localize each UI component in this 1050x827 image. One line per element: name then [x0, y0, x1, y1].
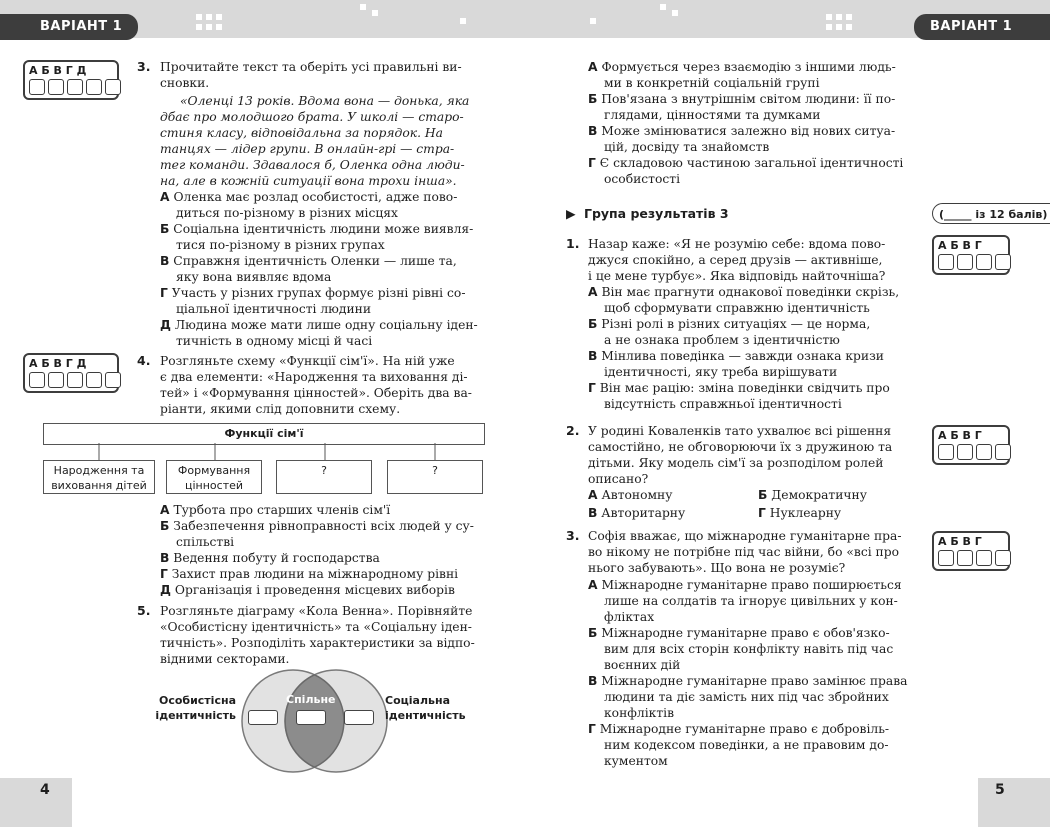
option-v[interactable] [160, 253, 478, 269]
pixel-decoration [196, 24, 202, 30]
pixel-decoration [206, 24, 212, 30]
option-letter: Б [588, 317, 598, 331]
schema-box-line: виховання дітей [51, 479, 147, 492]
answer-cell[interactable] [29, 79, 45, 95]
option-letter: Б [160, 519, 170, 533]
pixel-decoration [836, 14, 842, 20]
option-v[interactable] [588, 123, 903, 139]
answer-cell[interactable] [86, 372, 102, 388]
option-text: Нуклеарну [769, 506, 842, 520]
option-text: Участь у різних групах формує різні рівні со- [171, 286, 466, 300]
prompt-line: описано? [588, 472, 649, 486]
prompt-line: сновки. [160, 76, 210, 90]
option-text: воєнних дій [604, 658, 681, 672]
option-text: щоб сформувати справжню ідентичність [604, 301, 870, 315]
venn-right-label [385, 693, 475, 723]
answer-grid-letters: А Б В Г [938, 429, 982, 442]
venn-label-line: Особистісна [158, 694, 236, 707]
option-letter: Г [588, 156, 596, 170]
option-letter: Д [160, 318, 171, 332]
pixel-decoration [846, 14, 852, 20]
answer-cell[interactable] [48, 79, 64, 95]
option-letter: Б [758, 488, 768, 502]
answer-cell[interactable] [995, 444, 1011, 460]
prompt-line: джуся спокійно, а серед друзів — активніше, [588, 253, 883, 267]
option-text: спільстві [176, 535, 235, 549]
option-letter: Б [160, 222, 170, 236]
option-v[interactable] [588, 505, 685, 521]
option-text: ми в конкретній соціальній групі [604, 76, 820, 90]
schema-title-box: Функції сім'ї [43, 423, 485, 445]
option-list-q3-right [588, 577, 908, 769]
option-letter: А [160, 190, 170, 204]
option-text: Людина може мати лише одну соціальну іден- [174, 318, 478, 332]
question-number: 2. [566, 423, 580, 438]
answer-grid-letters: А Б В Г [938, 535, 982, 548]
option-text: а не ознака проблем з ідентичністю [604, 333, 840, 347]
answer-cell[interactable] [995, 550, 1011, 566]
option-text: Автономну [601, 488, 673, 502]
pixel-decoration [372, 10, 378, 16]
option-b[interactable] [588, 625, 908, 641]
question-number: 3. [566, 528, 580, 543]
option-text: Пов'язана з внутрішнім світом людини: її по- [601, 92, 896, 106]
pixel-decoration [196, 14, 202, 20]
option-letter: В [160, 254, 170, 268]
option-letter: А [588, 488, 598, 502]
prompt-line: і це мене турбує». Яка відповідь найточніша? [588, 269, 886, 283]
option-text: Міжнародне гуманітарне право є добровіль- [599, 722, 890, 736]
option-text: вим для всіх сторін конфлікту навіть під час [604, 642, 894, 656]
prompt-line: дітьми. Яку модель сім'ї за розподілом ролей [588, 456, 884, 470]
option-letter: Г [588, 722, 596, 736]
option-a[interactable] [160, 189, 478, 205]
option-text: Організація і проведення місцевих виборів [174, 583, 455, 597]
answer-grid-letters: А Б В Г [938, 239, 982, 252]
pixel-decoration [826, 24, 832, 30]
option-text: Різні ролі в різних ситуаціях — це норма, [601, 317, 871, 331]
option-a[interactable] [588, 284, 899, 300]
option-list-q4 [160, 502, 474, 598]
schema-connectors [43, 443, 485, 461]
answer-cell[interactable] [48, 372, 64, 388]
option-letter: В [588, 349, 598, 363]
option-text: Авторитарну [601, 506, 686, 520]
prompt-line: Прочитайте текст та оберіть усі правильні ви- [160, 60, 462, 74]
option-text: лише на солдатів та ігнорує цивільних у кон- [604, 594, 898, 608]
option-text: Турбота про старших членів сім'ї [173, 503, 391, 517]
answer-cell[interactable] [957, 444, 973, 460]
pixel-decoration [846, 24, 852, 30]
option-list-q1 [588, 284, 899, 412]
prompt-line: є два елементи: «Народження та виховання ді- [160, 370, 468, 384]
question-number: 3. [137, 59, 151, 74]
answer-cell[interactable] [957, 550, 973, 566]
option-text: Ведення побуту й господарства [173, 551, 380, 565]
option-b[interactable] [588, 316, 899, 332]
schema-box-placeholder: ? [432, 464, 438, 477]
option-letter: А [588, 60, 598, 74]
score-field[interactable]: (_____ із 12 балів) [932, 203, 1050, 224]
quote-line: стиня класу, відповідальна за порядок. На [160, 126, 443, 140]
quote-line: на, але в кожній ситуації вона трохи інша». [160, 174, 457, 188]
question-number: 1. [566, 236, 580, 251]
quote-line: «Оленці 13 років. Вдома вона — донька, яка [180, 94, 470, 108]
answer-cell[interactable] [938, 254, 954, 270]
option-letter: Г [588, 381, 596, 395]
option-text: Міжнародне гуманітарне право поширюється [601, 578, 902, 592]
option-letter: В [588, 506, 598, 520]
option-v[interactable] [588, 348, 899, 364]
quote-text [160, 93, 470, 189]
schema-box-values [166, 460, 262, 494]
group-title: Група результатів 3 [583, 206, 729, 221]
option-text: Міжнародне гуманітарне право замінює права [601, 674, 908, 688]
option-text: відсутність справжньої ідентичності [604, 397, 842, 411]
option-text: Є складовою частиною загальної ідентичності [599, 156, 904, 170]
prompt-line: «Особистісну ідентичність» та «Соціальну іден- [160, 620, 472, 634]
option-text: фліктах [604, 610, 655, 624]
pixel-decoration [216, 14, 222, 20]
option-letter: А [588, 578, 598, 592]
footer-strip-left [0, 778, 72, 827]
option-d[interactable] [160, 317, 478, 333]
option-v[interactable] [160, 550, 474, 566]
question-prompt [588, 528, 902, 576]
schema-box-blank-2[interactable] [387, 460, 483, 494]
footer-strip-right [978, 778, 1050, 827]
option-text: цій, досвіду та знайомств [604, 140, 770, 154]
option-letter: Б [588, 92, 598, 106]
pixel-decoration [206, 14, 212, 20]
answer-cell[interactable] [976, 444, 992, 460]
venn-slot-center[interactable] [296, 710, 326, 725]
option-letter: А [160, 503, 170, 517]
pixel-decoration [216, 24, 222, 30]
answer-cell[interactable] [995, 254, 1011, 270]
option-text: тися по-різному в різних групах [176, 238, 385, 252]
option-v[interactable] [588, 673, 908, 689]
quote-line: танцях — лідер групи. В онлайн-грі — стра- [160, 142, 455, 156]
option-g[interactable] [588, 380, 899, 396]
answer-cell[interactable] [938, 444, 954, 460]
variant-label-left: ВАРІАНТ 1 [0, 14, 138, 40]
schema-box-line: Формування [177, 464, 251, 477]
schema-box-placeholder: ? [321, 464, 327, 477]
option-letter: А [588, 285, 598, 299]
venn-label-line: Соціальна [385, 694, 451, 707]
option-text: Він має прагнути однакової поведінки скрізь, [601, 285, 900, 299]
answer-grid-q3-right[interactable] [932, 531, 1010, 571]
prompt-line: Розгляньте схему «Функції сім'ї». На ній уже [160, 354, 455, 368]
venn-label-line: ідентичність [385, 709, 466, 722]
option-d[interactable] [160, 582, 474, 598]
answer-cell[interactable] [67, 372, 83, 388]
schema-box-upbringing [43, 460, 155, 494]
option-letter: Д [160, 583, 171, 597]
pixel-decoration [660, 4, 666, 10]
question-prompt [588, 423, 892, 487]
option-text: Демократичну [771, 488, 867, 502]
prompt-line: тей» і «Формування цінностей». Оберіть два ва- [160, 386, 472, 400]
option-text: кументом [604, 754, 668, 768]
schema-box-line: цінностей [184, 479, 244, 492]
option-text: Він має рацію: зміна поведінки свідчить про [599, 381, 890, 395]
option-text: тичність в одному місці й часі [176, 334, 373, 348]
option-text: Захист прав людини на міжнародному рівні [171, 567, 459, 581]
option-g[interactable] [588, 155, 903, 171]
option-text: глядами, цінностями та думками [604, 108, 821, 122]
answer-grid-q1-right[interactable] [932, 235, 1010, 275]
question-prompt [160, 353, 472, 417]
prompt-line: ріанти, якими слід доповнити схему. [160, 402, 401, 416]
page-number-right: 5 [995, 782, 1005, 798]
venn-slot-right[interactable] [344, 710, 374, 725]
triangle-bullet-icon: ▶ [566, 206, 576, 221]
answer-cell[interactable] [29, 372, 45, 388]
option-text: Оленка має розлад особистості, адже пово- [173, 190, 458, 204]
option-text: диться по-різному в різних місцях [176, 206, 398, 220]
prompt-line: У родині Коваленків тато ухвалює всі рішення [588, 424, 892, 438]
option-b[interactable] [758, 487, 867, 503]
option-letter: Г [758, 506, 766, 520]
answer-cell[interactable] [976, 550, 992, 566]
option-b[interactable] [588, 91, 903, 107]
pixel-decoration [836, 24, 842, 30]
option-g[interactable] [758, 505, 841, 521]
option-letter: Г [160, 567, 168, 581]
pixel-decoration [590, 18, 596, 24]
option-text: Мінлива поведінка — завжди ознака кризи [601, 349, 884, 363]
venn-slot-left[interactable] [248, 710, 278, 725]
option-text: Справжня ідентичність Оленки — лише та, [173, 254, 457, 268]
group-heading [566, 206, 729, 221]
option-g[interactable] [588, 721, 908, 737]
option-text: конфліктів [604, 706, 674, 720]
answer-cell[interactable] [67, 79, 83, 95]
option-a[interactable] [160, 502, 474, 518]
option-text: яку вона виявляє вдома [176, 270, 332, 284]
question-prompt [160, 603, 475, 667]
venn-left-label [150, 693, 236, 723]
option-text: ним кодексом поведінки, а не правовим до- [604, 738, 889, 752]
option-text: ідентичності, яку треба вирішувати [604, 365, 838, 379]
answer-grid-letters: А Б В Г Д [29, 357, 87, 370]
option-letter: В [160, 551, 170, 565]
prompt-line: нього забувають». Що вона не розуміє? [588, 561, 846, 575]
schema-box-blank-1[interactable] [276, 460, 372, 494]
answer-cell[interactable] [86, 79, 102, 95]
option-text: ціальної ідентичності людини [176, 302, 372, 316]
answer-cell[interactable] [938, 550, 954, 566]
question-prompt [588, 236, 885, 284]
option-a[interactable] [588, 59, 903, 75]
answer-grid-q3-left[interactable] [23, 60, 119, 100]
venn-center-label: Спільне [286, 693, 336, 706]
schema-box-line: Народження та [53, 464, 145, 477]
variant-label-right: ВАРІАНТ 1 [914, 14, 1050, 40]
option-letter: В [588, 674, 598, 688]
question-number: 5. [137, 603, 151, 618]
option-letter: В [588, 124, 598, 138]
option-text: Забезпечення рівноправності всіх людей у су- [173, 519, 474, 533]
option-g[interactable] [160, 285, 478, 301]
option-a[interactable] [588, 577, 908, 593]
pixel-decoration [826, 14, 832, 20]
answer-grid-q2-right[interactable] [932, 425, 1010, 465]
pixel-decoration [360, 4, 366, 10]
quote-line: тег команди. Здавалося б, Оленка одна люди- [160, 158, 465, 172]
option-text: особистості [604, 172, 681, 186]
option-letter: Г [160, 286, 168, 300]
option-text: Може змінюватися залежно від нових ситуа- [601, 124, 896, 138]
prompt-line: Розгляньте діаграму «Кола Венна». Порівняйте [160, 604, 473, 618]
prompt-line: самостійно, не обговорюючи їх з дружиною та [588, 440, 893, 454]
option-list-q3 [160, 189, 478, 349]
answer-cell[interactable] [105, 372, 121, 388]
prompt-line: Назар каже: «Я не розумію себе: вдома пово- [588, 237, 886, 251]
top-banner [0, 0, 1050, 38]
option-a[interactable] [588, 487, 673, 503]
prompt-line: відними секторами. [160, 652, 290, 666]
option-letter: Б [588, 626, 598, 640]
option-text: Міжнародне гуманітарне право є обов'язко- [601, 626, 890, 640]
option-text: людини та діє замість них під час збройних [604, 690, 889, 704]
option-b[interactable] [160, 518, 474, 534]
option-g[interactable] [160, 566, 474, 582]
answer-grid-letters: А Б В Г Д [29, 64, 87, 77]
question-number: 4. [137, 353, 151, 368]
pixel-decoration [672, 10, 678, 16]
prompt-line: тичність». Розподіліть характеристики за відпо- [160, 636, 475, 650]
answer-cell[interactable] [105, 79, 121, 95]
quote-line: дбає про молодшого брата. У школі — старо- [160, 110, 464, 124]
option-b[interactable] [160, 221, 478, 237]
prompt-line: во нікому не потрібне під час війни, бо «всі про [588, 545, 900, 559]
option-text: Соціальна ідентичність людини може виявля- [173, 222, 474, 236]
prompt-line: Софія вважає, що міжнародне гуманітарне пра- [588, 529, 902, 543]
option-list-q5-continued [588, 59, 903, 187]
pixel-decoration [460, 18, 466, 24]
answer-cell[interactable] [976, 254, 992, 270]
option-text: Формується через взаємодію з іншими людь- [601, 60, 896, 74]
answer-grid-q4-left[interactable] [23, 353, 119, 393]
venn-label-line: ідентичність [155, 709, 236, 722]
page-number-left: 4 [40, 782, 50, 798]
question-prompt [160, 59, 462, 91]
answer-cell[interactable] [957, 254, 973, 270]
